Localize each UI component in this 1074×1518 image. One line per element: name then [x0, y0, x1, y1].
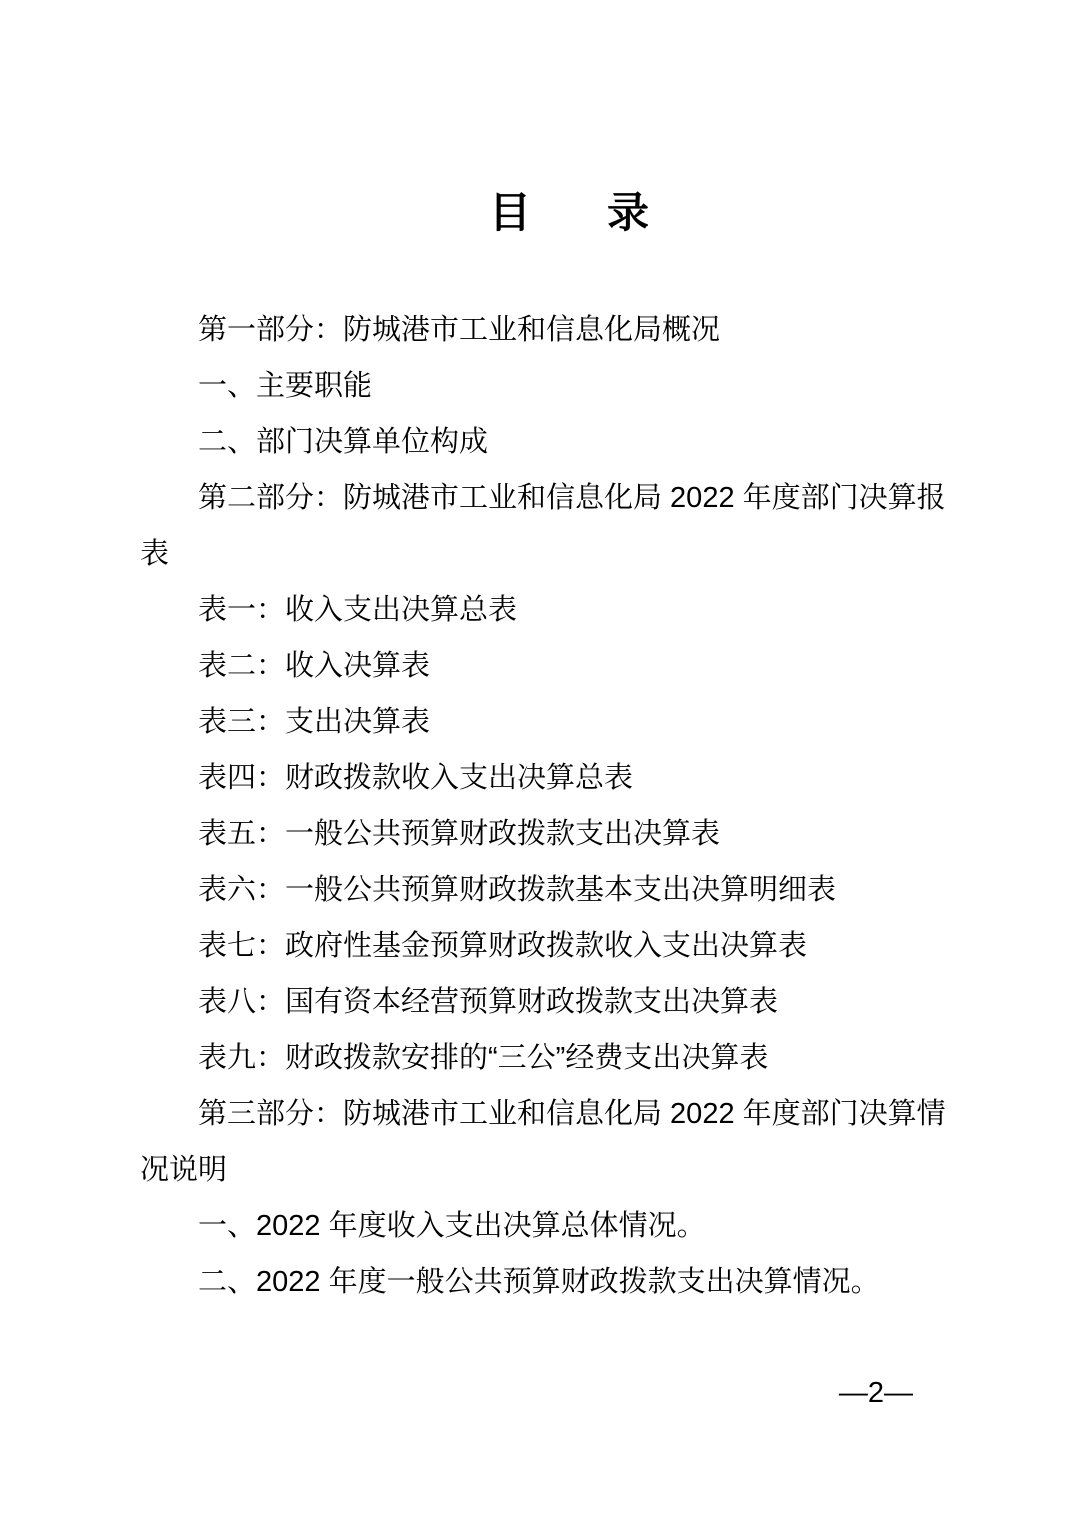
toc-entry-table2: 表二：收入决算表	[198, 650, 431, 682]
page-title	[0, 186, 1074, 240]
toc-entry-table5: 表五：一般公共预算财政拨款支出决算表	[198, 818, 721, 850]
toc-entry-budget-expenditure: 二、2022 年度一般公共预算财政拨款支出决算情况。	[198, 1266, 880, 1298]
toc-entry-table8: 表八：国有资本经营预算财政拨款支出决算表	[198, 986, 779, 1018]
page-title-text: 目录	[488, 189, 725, 236]
toc-entry-table1: 表一：收入支出决算总表	[198, 594, 518, 626]
toc-entry-unit-composition: 二、部门决算单位构成	[198, 426, 489, 458]
toc-entry-part2: 第二部分：防城港市工业和信息化局 2022 年度部门决算报	[198, 482, 946, 514]
table-of-contents	[140, 302, 952, 1310]
toc-entry-table7: 表七：政府性基金预算财政拨款收入支出决算表	[198, 930, 808, 962]
toc-entry-overall-situation: 一、2022 年度收入支出决算总体情况。	[198, 1210, 706, 1242]
toc-entry-table3: 表三：支出决算表	[198, 706, 431, 738]
toc-entry-table4: 表四：财政拨款收入支出决算总表	[198, 762, 634, 794]
toc-entry-part3-continuation: 况说明	[140, 1154, 228, 1186]
toc-entry-table9: 表九：财政拨款安排的“三公”经费支出决算表	[198, 1042, 769, 1074]
toc-entry-part3: 第三部分：防城港市工业和信息化局 2022 年度部门决算情	[198, 1098, 946, 1130]
toc-entry-main-functions: 一、主要职能	[198, 370, 373, 402]
toc-entry-part1: 第一部分：防城港市工业和信息化局概况	[198, 314, 721, 346]
toc-entry-part2-continuation: 表	[140, 538, 170, 570]
page-number: —2—	[838, 1377, 913, 1409]
toc-entry-table6: 表六：一般公共预算财政拨款基本支出决算明细表	[198, 874, 837, 906]
